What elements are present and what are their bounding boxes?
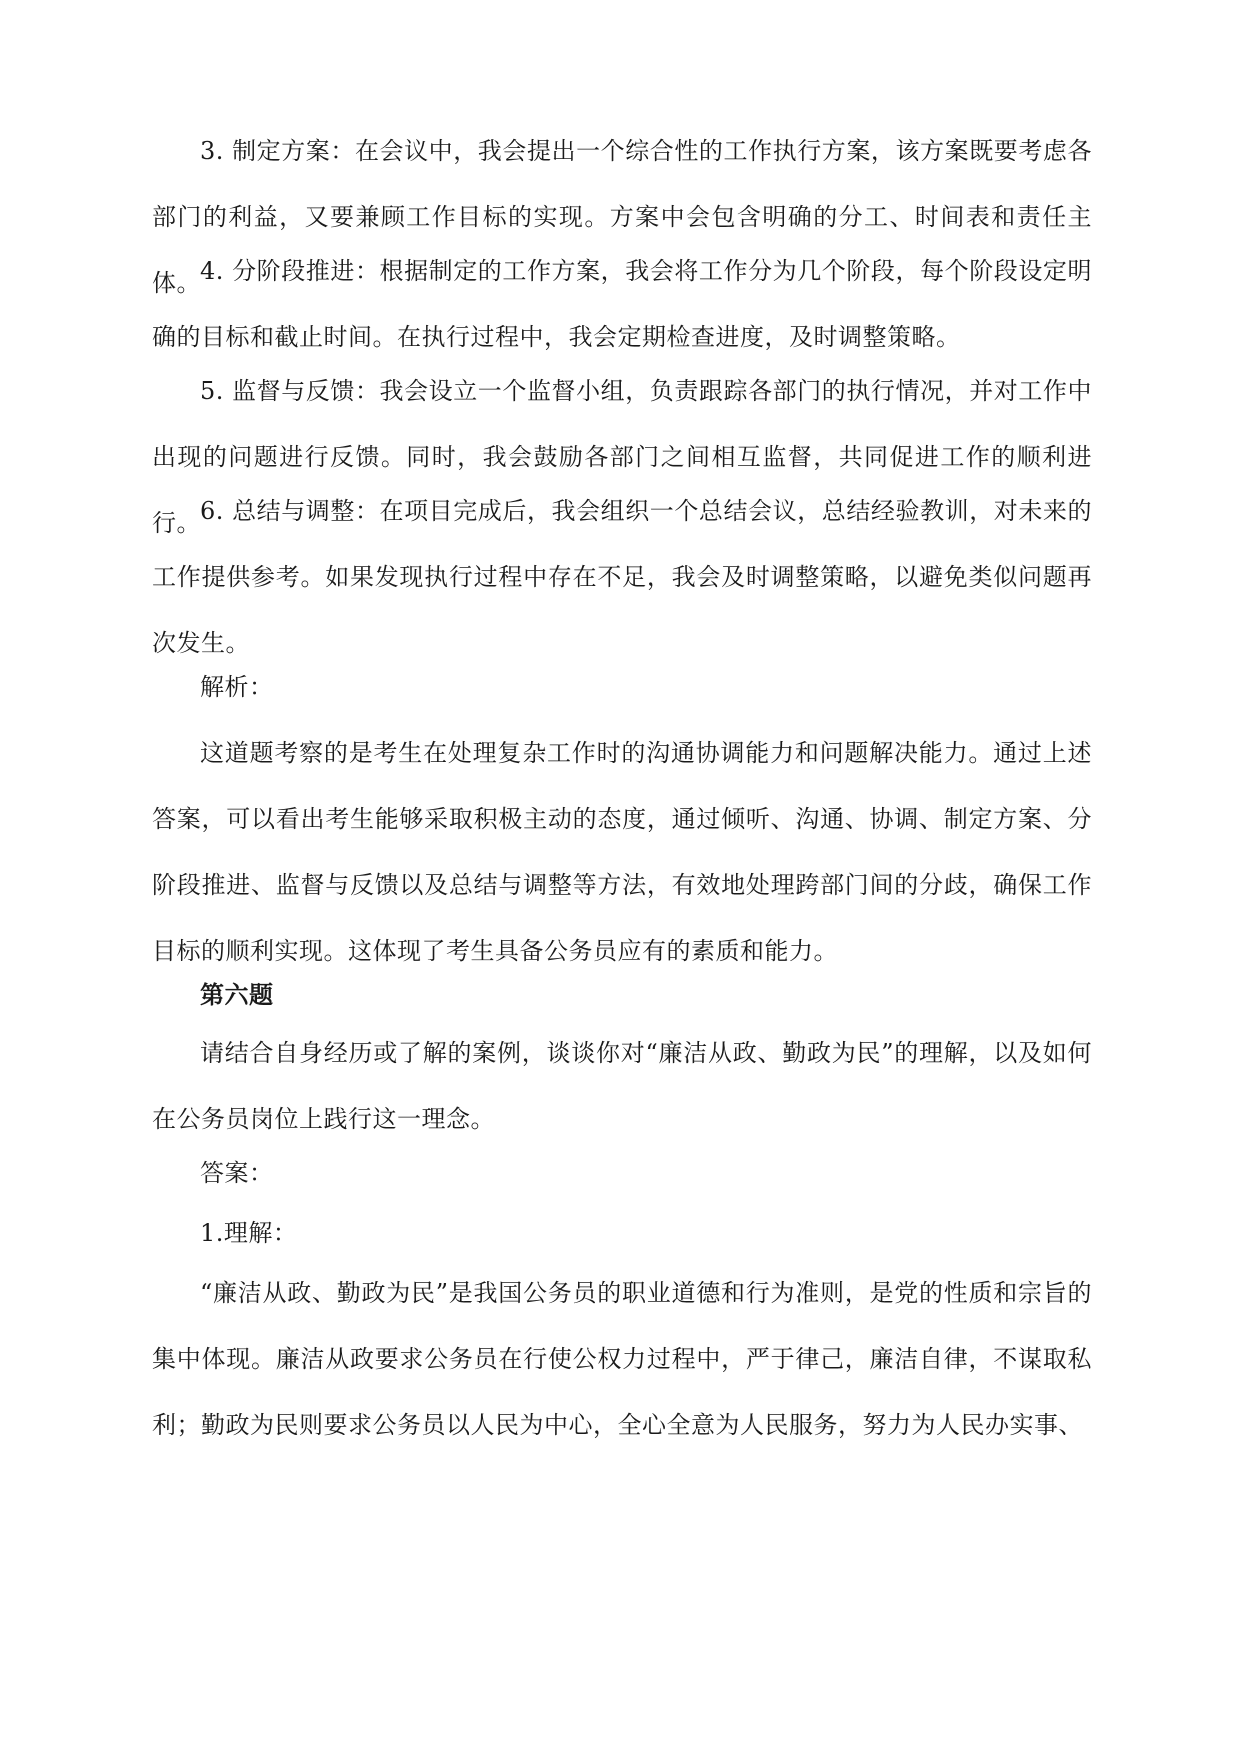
analysis-heading: 解析：	[200, 673, 274, 701]
paragraph-step-4: 4. 分阶段推进：根据制定的工作方案，我会将工作分为几个阶段，每个阶段设定明确的目标和截止时间。在执行过程中，我会定期检查进度，及时调整策略。	[152, 257, 1092, 351]
understanding-paragraph: “廉洁从政、勤政为民”是我国公务员的职业道德和行为准则，是党的性质和宗旨的集中体现。廉洁从政要求公务员在行使公权力过程中，严于律己，廉洁自律，不谋取私利；勤政为民则要求公务员以人民为中心，全心全意为人民服务，努力为人民办实事、	[152, 1279, 1092, 1439]
question-paragraph: 请结合自身经历或了解的案例，谈谈你对“廉洁从政、勤政为民”的理解，以及如何在公务员岗位上践行这一理念。	[152, 1039, 1092, 1133]
paragraph-step-6: 6. 总结与调整：在项目完成后，我会组织一个总结会议，总结经验教训，对未来的工作提供参考。如果发现执行过程中存在不足，我会及时调整策略，以避免类似问题再次发生。	[152, 497, 1092, 657]
analysis-paragraph: 这道题考察的是考生在处理复杂工作时的沟通协调能力和问题解决能力。通过上述答案，可以看出考生能够采取积极主动的态度，通过倾听、沟通、协调、制定方案、分阶段推进、监督与反馈以及总结与调整等方法，有效地处理跨部门间的分歧，确保工作目标的顺利实现。这体现了考生具备公务员应有的素质和能力。	[152, 739, 1092, 965]
answer-heading: 答案：	[200, 1159, 274, 1187]
paragraph-step-3: 3. 制定方案：在会议中，我会提出一个综合性的工作执行方案，该方案既要考虑各部门的利益，又要兼顾工作目标的实现。方案中会包含明确的分工、时间表和责任主体。	[152, 137, 1092, 297]
question-title: 第六题	[200, 980, 274, 1009]
paragraph-step-5: 5. 监督与反馈：我会设立一个监督小组，负责跟踪各部门的执行情况，并对工作中出现的问题进行反馈。同时，我会鼓励各部门之间相互监督，共同促进工作的顺利进行。	[152, 377, 1092, 537]
understanding-heading: 1.理解：	[200, 1219, 298, 1247]
